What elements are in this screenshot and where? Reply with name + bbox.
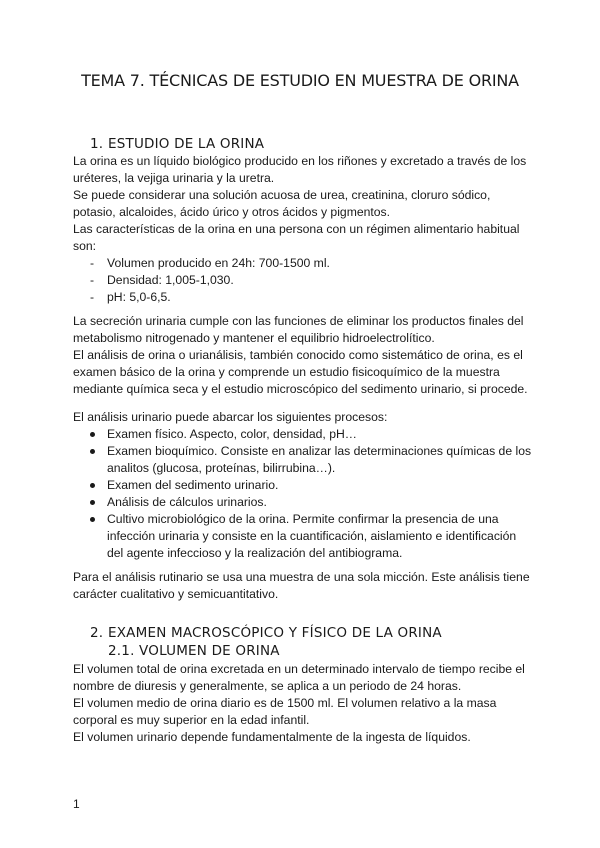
bullet-dot — [90, 449, 95, 454]
bullet-dot — [90, 432, 95, 437]
bullet-dot — [90, 517, 95, 522]
subsection-2-1-body — [73, 661, 533, 746]
dash-bullet: - — [90, 290, 95, 304]
paragraph: El análisis urinario puede abarcar los siguientes procesos: — [73, 410, 388, 424]
section-1-number: 1. — [90, 136, 104, 152]
page-number: 1 — [73, 797, 80, 811]
section-1-heading — [90, 135, 264, 153]
paragraph: Se puede considerar una solución acuosa de urea, creatinina, cloruro sódico, potasio, alcaloides, ácido úrico y otros ácidos y pigmentos. — [73, 188, 491, 219]
paragraph: El volumen urinario depende fundamentalmente de la ingesta de líquidos. — [73, 730, 471, 744]
bullet-dot — [90, 483, 95, 488]
dash-bullet: - — [90, 256, 95, 270]
paragraph: La orina es un líquido biológico producido en los riñones y excretado a través de los uréteres, la vejiga urinaria y la uretra. — [73, 154, 527, 185]
section-1-title: ESTUDIO DE LA ORINA — [108, 136, 265, 152]
page-title: TEMA 7. TÉCNICAS DE ESTUDIO EN MUESTRA DE ORINA — [81, 71, 519, 90]
paragraph: El volumen medio de orina diario es de 1500 ml. El volumen relativo a la masa corporal es muy superior en la edad infantil. — [73, 696, 497, 727]
list-item: - Densidad: 1,005-1,030. — [90, 273, 234, 287]
section-1-intro — [73, 153, 533, 306]
dash-bullet: - — [90, 273, 95, 287]
bullet-dot — [90, 500, 95, 505]
subsection-2-1-heading: 2.1. VOLUMEN DE ORINA — [108, 643, 280, 659]
list-item: Examen bioquímico. Consiste en analizar las determinaciones químicas de los analitos (glucosa, proteínas, bilirrubina…). — [73, 443, 533, 477]
list-item: Cultivo microbiológico de la orina. Permite confirmar la presencia de una infección urinaria y consiste en la cuantificación, aislamiento e identificación del agente infeccioso y la realización del antibiograma. — [73, 511, 533, 562]
section-1-processes — [73, 409, 533, 562]
section-2-title: EXAMEN MACROSCÓPICO Y FÍSICO DE LA ORINA — [108, 625, 442, 641]
paragraph: El volumen total de orina excretada en un determinado intervalo de tiempo recibe el nombre de diuresis y generalmente, se aplica a un periodo de 24 horas. — [73, 662, 525, 693]
paragraph: Las características de la orina en una persona con un régimen alimentario habitual son: — [73, 222, 520, 253]
paragraph: Para el análisis rutinario se usa una muestra de una sola micción. Este análisis tiene carácter cualitativo y semicuantitativo. — [73, 570, 530, 601]
list-item: - pH: 5,0-6,5. — [90, 290, 171, 304]
section-2-heading — [90, 624, 442, 642]
section-1-closing — [73, 569, 533, 603]
section-1-paragraphs — [73, 313, 533, 398]
paragraph: El análisis de orina o urianálisis, también conocido como sistemático de orina, es el examen básico de la orina y comprende un estudio fisicoquímico de la muestra mediante química seca y el estudio microscópico del sedimento urinario, si procede. — [73, 348, 528, 396]
list-item: Examen físico. Aspecto, color, densidad, pH… — [73, 426, 533, 443]
section-2-number: 2. — [90, 625, 104, 641]
characteristics-list — [73, 255, 533, 306]
processes-list — [73, 426, 533, 562]
paragraph: La secreción urinaria cumple con las funciones de eliminar los productos finales del metabolismo nitrogenado y mantener el equilibrio hidroelectrolítico. — [73, 314, 524, 345]
list-item: Análisis de cálculos urinarios. — [73, 494, 533, 511]
list-item: - Volumen producido en 24h: 700-1500 ml. — [90, 256, 330, 270]
list-item: Examen del sedimento urinario. — [73, 477, 533, 494]
